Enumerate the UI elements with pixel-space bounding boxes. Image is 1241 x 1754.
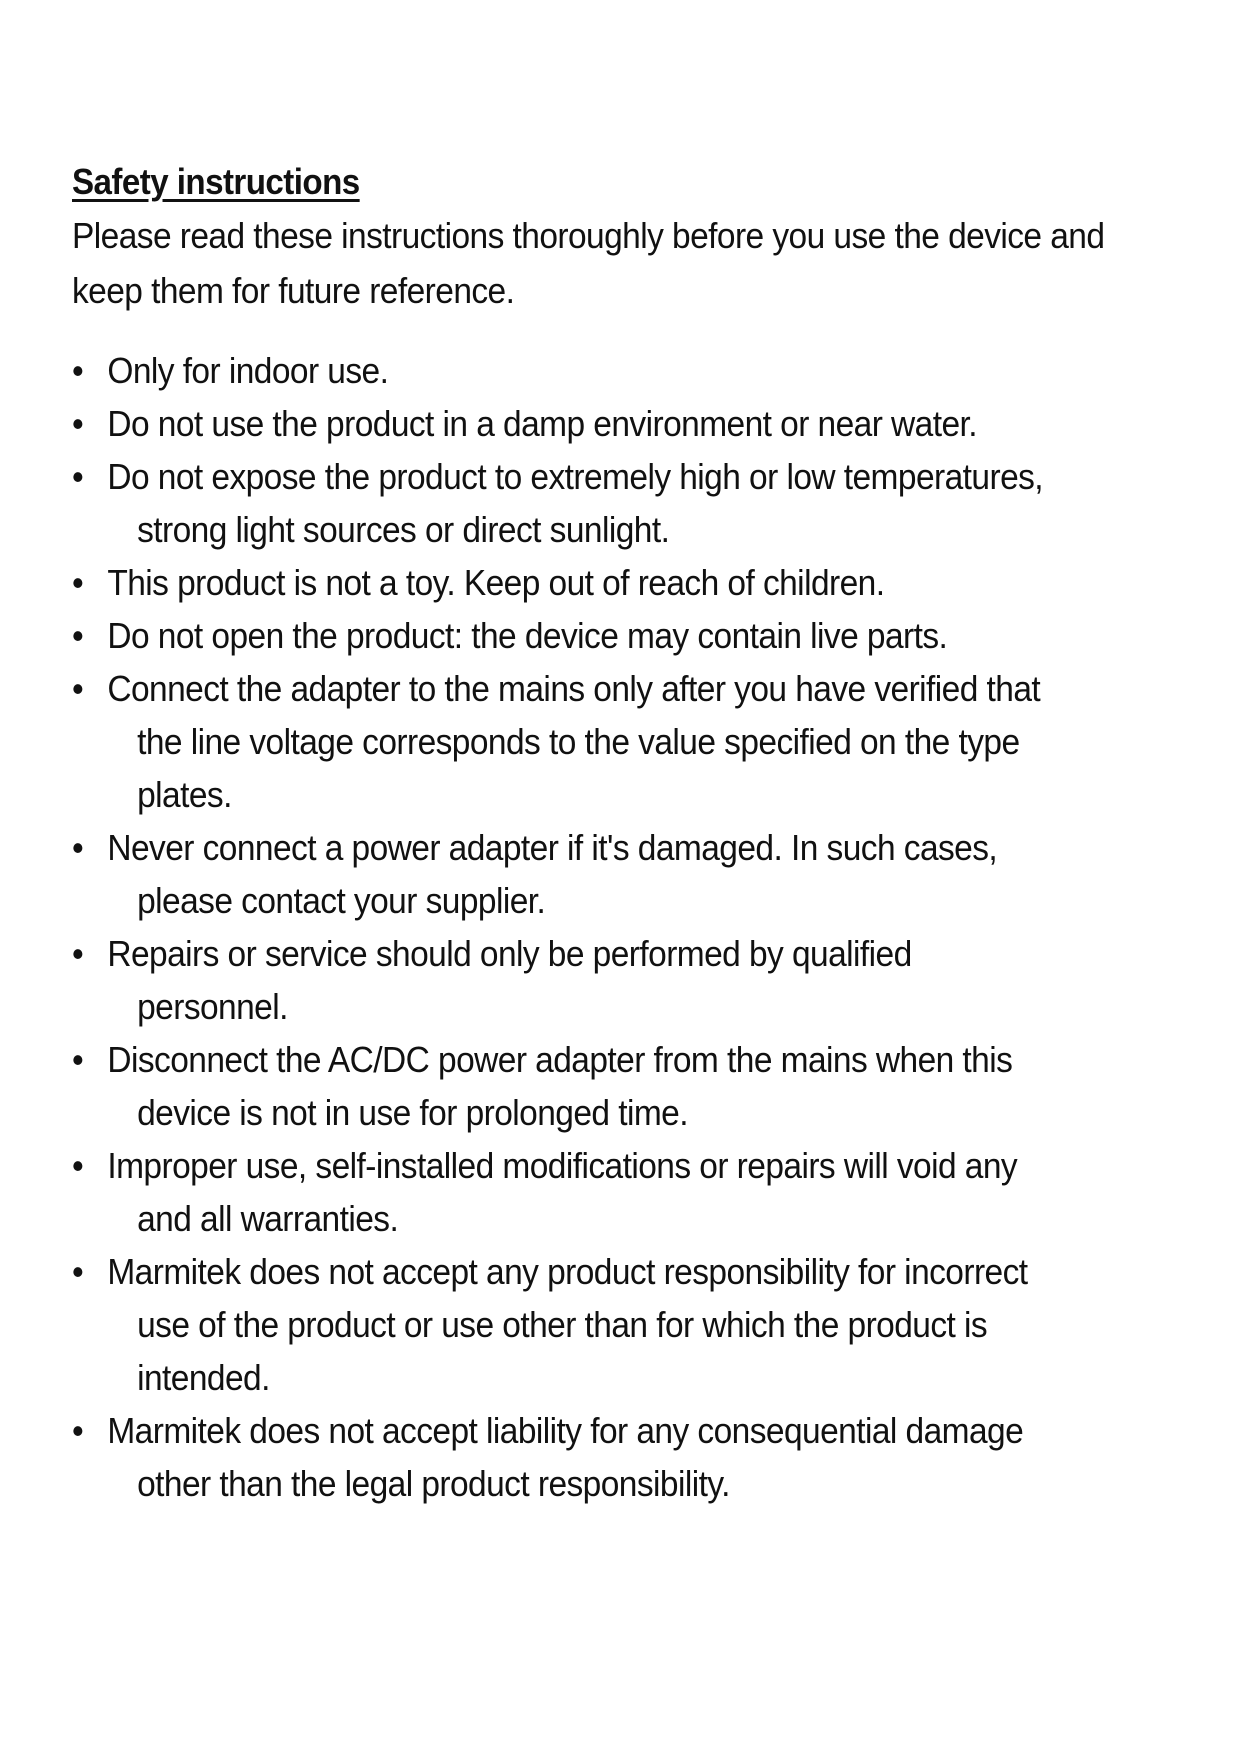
list-item-text: • Only for indoor use. [107, 350, 389, 391]
list-item [72, 609, 1169, 662]
list-item [72, 1245, 1169, 1404]
list-item-continuation: strong light sources or direct sunlight. [137, 509, 670, 550]
list-item [72, 344, 1169, 397]
list-item [72, 450, 1169, 556]
list-item-continuation: other than the legal product responsibility. [137, 1463, 730, 1504]
list-item-text: • Do not use the product in a damp environment or near water. [107, 403, 978, 444]
intro-paragraph: Please read these instructions thoroughly before you use the device and keep them for future reference. [72, 215, 1105, 311]
list-item-text: • Marmitek does not accept any product responsibility for incorrect [107, 1251, 1028, 1292]
safety-section [72, 156, 1162, 1510]
list-item-text: • Do not open the product: the device may contain live parts. [107, 615, 948, 656]
list-item-text: • Do not expose the product to extremely high or low temperatures, [107, 456, 1044, 497]
list-item-text: • Improper use, self-installed modifications or repairs will void any [107, 1145, 1018, 1186]
safety-bullet-list [72, 344, 1169, 1510]
list-item-continuation: plates. [137, 774, 232, 815]
list-item-text: • Never connect a power adapter if it's damaged. In such cases, [107, 827, 998, 868]
list-item-text: • Connect the adapter to the mains only after you have verified that [107, 668, 1041, 709]
list-item-continuation: the line voltage corresponds to the value specified on the type [137, 721, 1020, 762]
list-item-text: • This product is not a toy. Keep out of reach of children. [107, 562, 885, 603]
list-item-text: • Repairs or service should only be performed by qualified [107, 933, 912, 974]
list-item-text: • Marmitek does not accept liability for any consequential damage [107, 1410, 1024, 1451]
list-item-continuation: please contact your supplier. [137, 880, 546, 921]
list-item [72, 556, 1169, 609]
section-title: Safety instructions [72, 161, 360, 202]
list-item [72, 1139, 1169, 1245]
list-item-continuation: intended. [137, 1357, 270, 1398]
list-item [72, 397, 1169, 450]
list-item [72, 1404, 1169, 1510]
list-item [72, 662, 1169, 821]
list-item [72, 1033, 1169, 1139]
list-item-continuation: use of the product or use other than for which the product is [137, 1304, 988, 1345]
list-item-continuation: personnel. [137, 986, 288, 1027]
list-item-continuation: device is not in use for prolonged time. [137, 1092, 688, 1133]
list-item [72, 927, 1169, 1033]
list-item-continuation: and all warranties. [137, 1198, 399, 1239]
list-item [72, 821, 1169, 927]
list-item-text: • Disconnect the AC/DC power adapter from the mains when this [107, 1039, 1013, 1080]
